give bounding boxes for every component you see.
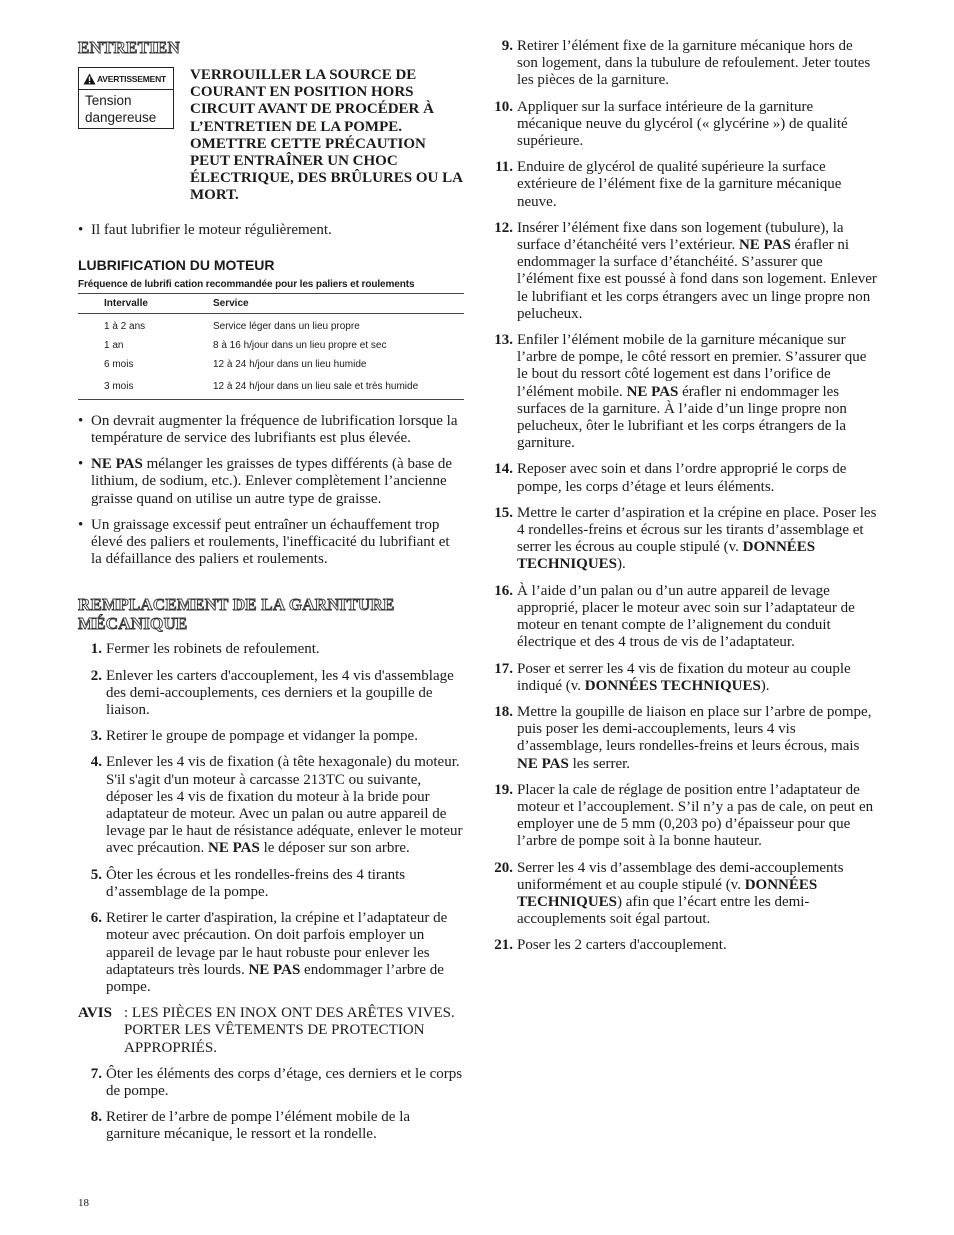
step-text <box>517 220 877 323</box>
step-12 <box>489 220 877 323</box>
warning-triangle-icon <box>83 73 96 85</box>
step-text <box>517 704 877 773</box>
step-text: Placer la cale de réglage de position entre l’adaptateur de moteur et l’accouplement. S’il n’y a pas de cale, on peut en employer une de 5 mm (0,203 po) d’épaisseur pour que l’arbre de pompe soit à la bonne hauteur. <box>517 781 874 850</box>
step-text-part: érafler ni endommager les surfaces de la garniture. À l’aide d’un linge propre non pelucheux, ôter le lubrifiant et les corps étrangers de la garniture. <box>517 383 847 452</box>
right-column <box>489 38 877 964</box>
step-text-part: Insérer l’élément fixe dans son logement (tubulure), la surface d’étanchéité vers l’extérieur. <box>517 219 844 254</box>
bold-text: NE PAS <box>738 237 791 254</box>
bullet-excess <box>78 517 464 569</box>
step-2 <box>78 668 464 720</box>
step-number: 19. <box>494 781 513 798</box>
table-cell-interval: 1 an <box>104 340 124 352</box>
lubrication-subheading: Fréquence de lubrifi cation recommandée pour les paliers et roulements <box>78 278 415 290</box>
lubrication-heading: LUBRIFICATION DU MOTEUR <box>78 256 275 273</box>
table-cell-interval: 1 à 2 ans <box>104 321 146 333</box>
left-column <box>78 38 464 1153</box>
step-text-part: érafler ni endommager la surface d’étanchéité. S’assurer que l’élément fixe est poussé à fond dans son logement. Enlever le lubrifiant et les corps étrangers avec un linge propre non pelucheux. <box>517 237 877 322</box>
bullet-text-rest: mélanger les graisses de types différents (à base de lithium, de sodium, etc.). Enlever complètement l’ancienne graisse quand on utilise un autre type de graisse. <box>91 456 453 507</box>
step-15 <box>489 505 877 574</box>
step-text-part: Enlever les 4 vis de fixation (à tête hexagonale) du moteur. S'il s'agit d'un moteur à carcasse 213TC ou suivante, déposer les 4 vis de fixation du moteur à la bride pour adaptateur de moteur. Avec un palan ou autre appareil de levage par le haut de résistance adéquate, enlever le moteur avec précaution. <box>106 754 463 857</box>
step-number: 11. <box>495 159 513 176</box>
section-title-maintenance: ENTRETIEN <box>78 38 180 57</box>
bullet-icon: • <box>78 221 84 238</box>
step-number: 5. <box>90 866 102 883</box>
step-text: Enduire de glycérol de qualité supérieure la surface extérieure de l’élément fixe de la garniture mécanique neuve. <box>517 159 842 210</box>
lubrication-table <box>78 293 464 400</box>
step-19 <box>489 782 877 851</box>
step-text-part: Mettre le carter d’aspiration et la crépine en place. Poser les 4 rondelles-freins et écrous sur les tirants d’assemblage et serrer les écrous au couple stipulé (v. <box>517 504 877 556</box>
step-text <box>517 505 877 574</box>
step-text-part: Poser et serrer les 4 vis de fixation du moteur au couple indiqué (v. <box>517 660 851 694</box>
step-number: 12. <box>494 219 513 236</box>
step-number: 15. <box>494 504 513 521</box>
step-4 <box>78 754 464 857</box>
table-row <box>78 313 464 336</box>
table-cell-service: Service léger dans un lieu propre <box>213 321 360 333</box>
steps-list-left <box>78 641 464 1143</box>
step-17 <box>489 661 877 695</box>
table-cell-service: 12 à 24 h/jour dans un lieu sale et très humide <box>213 374 464 400</box>
step-text: Ôter les écrous et les rondelles-freins des 4 tirants d’assemblage de la pompe. <box>106 866 406 900</box>
bullet-text: Un graissage excessif peut entraîner un échauffement trop élevé des paliers et roulements, l'inefficacité du lubrifiant et la défaillance des paliers et roulements. <box>91 516 450 568</box>
step-20 <box>489 860 877 929</box>
step-number: 16. <box>494 582 513 599</box>
step-number: 17. <box>494 660 513 677</box>
step-14 <box>489 461 877 495</box>
step-3 <box>78 728 464 745</box>
bold-text: NE PAS <box>208 840 260 857</box>
step-number: 4. <box>90 754 102 771</box>
step-number: 9. <box>501 38 513 54</box>
step-number: 2. <box>90 667 102 684</box>
step-text: Poser les 2 carters d'accouplement. <box>517 937 727 954</box>
step-13 <box>489 332 877 452</box>
bullet-icon: • <box>78 456 84 473</box>
step-16 <box>489 583 877 652</box>
step-text-part: ) afin que l’écart entre les demi-accouplements soit égal partout. <box>517 893 810 928</box>
table-header-interval: Intervalle <box>78 293 213 313</box>
step-text-part: le déposer sur son arbre. <box>259 840 410 857</box>
step-text-part: Enfiler l’élément mobile de la garniture mécanique sur l’arbre de pompe, le côté ressort en premier. S’assurer que le bout du ressort côté logement est dans l’orifice de l’élément mobile. <box>517 332 867 400</box>
bullet-lubricate <box>78 222 464 239</box>
step-text <box>106 754 464 857</box>
bullet-text: On devrait augmenter la fréquence de lubrification lorsque la température de service des lubrifiants est plus élevée. <box>91 412 458 447</box>
step-text: Reposer avec soin et dans l’ordre approprié le corps de pompe, les corps d’étage et leurs éléments. <box>517 461 847 495</box>
section-title-replacement <box>78 595 464 633</box>
step-text: Retirer l’élément fixe de la garniture mécanique hors de son logement, dans la tubulure de refoulement. Jeter toutes les pièces de la garniture. <box>517 38 871 89</box>
step-text <box>517 332 877 452</box>
warning-label: AVERTISSEMENT <box>97 73 167 84</box>
step-9 <box>489 38 877 90</box>
section-title-line: MÉCANIQUE <box>78 614 188 634</box>
bullet-text <box>91 456 464 508</box>
step-number: 3. <box>90 728 102 745</box>
step-number: 8. <box>90 1109 102 1126</box>
step-text <box>517 860 877 929</box>
bold-text: NE PAS <box>626 383 679 400</box>
step-text: Retirer le groupe de pompage et vidanger la pompe. <box>106 728 418 745</box>
step-number: 18. <box>494 703 513 720</box>
step-number: 1. <box>90 641 102 658</box>
step-text: Appliquer sur la surface intérieure de la garniture mécanique neuve du glycérol (« glycérine ») de qualité supérieure. <box>517 98 848 150</box>
step-6 <box>78 910 464 996</box>
step-text <box>106 910 464 996</box>
warning-box <box>78 67 174 129</box>
table-cell-service: 8 à 16 h/jour dans un lieu propre et sec <box>213 340 387 352</box>
step-11 <box>489 159 877 211</box>
bullet-text: Il faut lubrifier le moteur régulièrement. <box>91 221 332 238</box>
bold-text: NE PAS <box>91 456 143 473</box>
table-cell-interval: 3 mois <box>78 374 213 400</box>
step-10 <box>489 99 877 151</box>
warning-box-header <box>79 68 173 90</box>
step-number: 14. <box>494 461 513 478</box>
step-text: Retirer de l’arbre de pompe l’élément mobile de la garniture mécanique, le ressort et la rondelle. <box>106 1109 411 1143</box>
warning-text: VERROUILLER LA SOURCE DE COURANT EN POSITION HORS CIRCUIT AVANT DE PROCÉDER À L’ENTRETIEN DE LA POMPE. OMETTRE CETTE PRÉCAUTION PEUT ENTRAÎNER UN CHOC ÉLECTRIQUE, DES BRÛLURES OU LA MORT. <box>190 67 463 204</box>
step-text <box>517 661 877 695</box>
step-number: 13. <box>494 332 513 349</box>
notice-text: : LES PIÈCES EN INOX ONT DES ARÊTES VIVES. PORTER LES VÊTEMENTS DE PROTECTION APPROPRIÉS. <box>124 1005 455 1056</box>
step-text-part: endommager l’arbre de pompe. <box>106 961 444 995</box>
step-text: Fermer les robinets de refoulement. <box>106 641 320 658</box>
warning-block <box>78 67 464 205</box>
table-row <box>78 374 464 400</box>
step-number: 7. <box>90 1065 102 1082</box>
step-number: 20. <box>494 859 513 876</box>
step-7 <box>78 1066 464 1100</box>
page-number: 18 <box>78 1197 89 1209</box>
step-text-part: ). <box>617 556 626 573</box>
step-text-part: Mettre la goupille de liaison en place sur l’arbre de pompe, puis poser les demi-accouplements, leurs 4 vis d’assemblage, leurs rondelles-freins et leurs écrous, mais <box>517 703 872 755</box>
step-number: 6. <box>90 910 102 927</box>
bold-text: DONNÉES TECHNIQUES <box>517 876 818 910</box>
table-cell-interval: 6 mois <box>104 359 134 371</box>
step-text: Enlever les carters d'accouplement, les 4 vis d'assemblage des demi-accouplements, ces derniers et la goupille de liaison. <box>106 667 454 719</box>
step-text: Ôter les éléments des corps d’étage, ces derniers et le corps de pompe. <box>106 1065 463 1099</box>
table-row <box>78 336 464 355</box>
bold-text: DONNÉES TECHNIQUES <box>517 539 816 573</box>
bullet-icon: • <box>78 412 84 429</box>
table-header-service: Service <box>213 293 464 313</box>
bold-text: NE PAS <box>517 755 569 772</box>
warning-box-text: Tension dangereuse <box>85 93 157 125</box>
bullet-icon: • <box>78 516 84 533</box>
notice <box>78 1005 464 1057</box>
step-text-part: Retirer le carter d'aspiration, la crépine et l’adaptateur de moteur avec précaution. On doit parfois employer un appareil de levage par le haut robuste pour enlever les adaptateurs très lourds. <box>106 910 448 978</box>
bold-text: DONNÉES TECHNIQUES <box>584 677 761 694</box>
bullet-greases <box>78 456 464 508</box>
step-text-part: les serrer. <box>568 755 631 772</box>
step-1 <box>78 641 464 658</box>
table-header-row <box>78 293 464 313</box>
step-number: 21. <box>494 937 513 954</box>
step-18 <box>489 704 877 773</box>
step-number: 10. <box>494 98 513 115</box>
section-title-line: REMPLACEMENT DE LA GARNITURE <box>78 595 395 615</box>
step-8 <box>78 1109 464 1143</box>
notice-key: AVIS <box>78 1005 112 1022</box>
step-text-part: Serrer les 4 vis d’assemblage des demi-accouplements uniformément et au couple stipulé (v. <box>517 859 844 893</box>
table-row <box>78 355 464 374</box>
step-5 <box>78 867 464 901</box>
step-text-part: ). <box>760 677 770 694</box>
step-21 <box>489 937 877 954</box>
table-cell-service: 12 à 24 h/jour dans un lieu humide <box>213 359 367 371</box>
bold-text: NE PAS <box>248 961 301 978</box>
step-text: À l’aide d’un palan ou d’un autre appareil de levage approprié, placer le moteur avec soin sur l’adaptateur de moteur en tenant compte de l’alignement du conduit électrique et des 4 trous de vis de l’adaptateur. <box>517 582 855 651</box>
bullet-frequency <box>78 413 464 447</box>
